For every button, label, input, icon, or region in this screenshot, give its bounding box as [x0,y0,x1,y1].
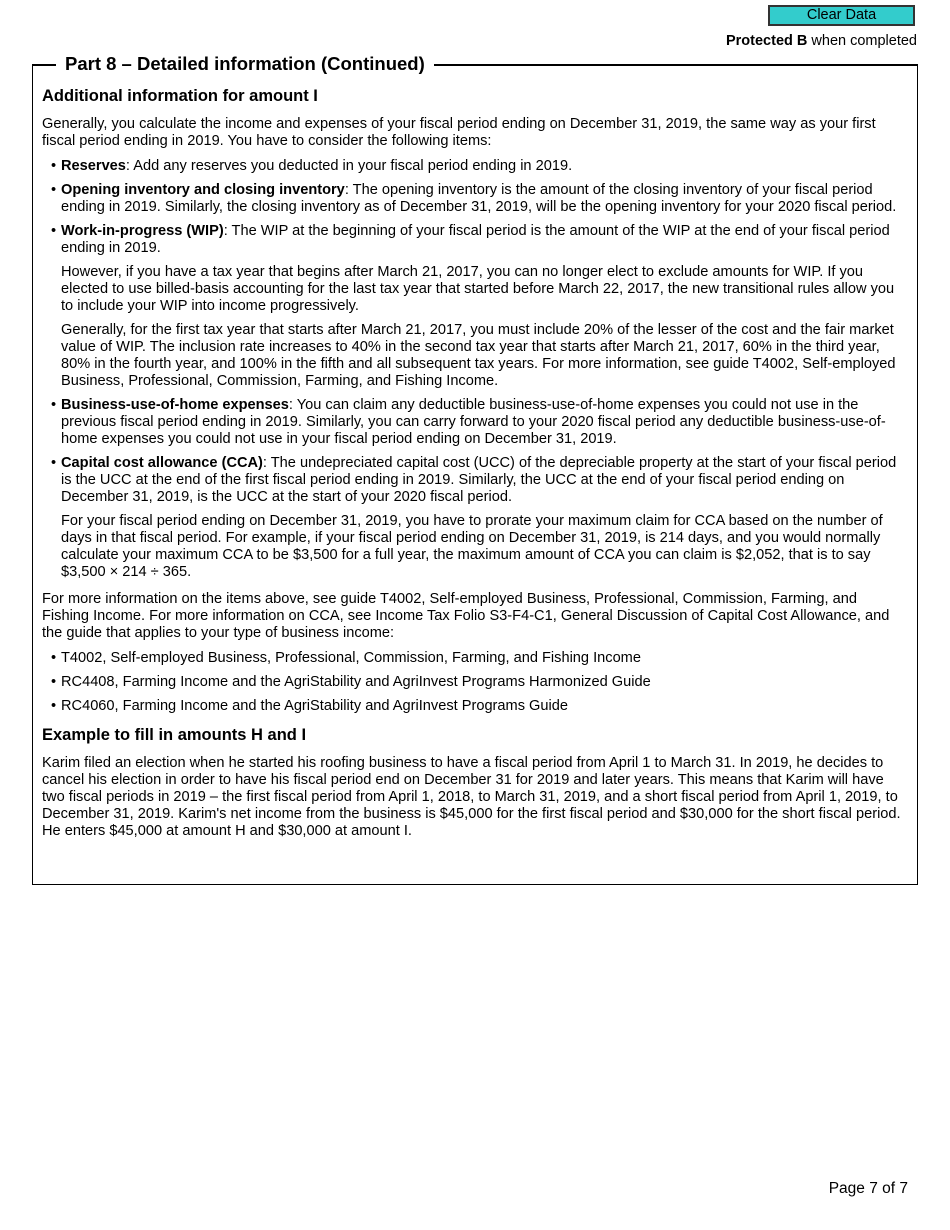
bullet-icon: • [51,674,57,690]
guide-text: RC4408, Farming Income and the AgriStability and AgriInvest Programs Harmonized Guide [61,674,651,690]
bullet-icon: • [51,650,57,666]
item-text: : You can claim any deductible business-use-of-home expenses you could not use in the previous fiscal period ending in 2019. Similarly, you can carry forward to your 2020 fiscal period any deductible business-use-of-home expenses you could not use in your fiscal period ending on December 31, 2019. [61,397,886,447]
bullet-icon: • [51,698,57,714]
clear-data-button[interactable]: Clear Data [768,5,915,26]
guide-text: RC4060, Farming Income and the AgriStability and AgriInvest Programs Guide [61,698,568,714]
item-text: : The WIP at the beginning of your fiscal period is the amount of the WIP at the end of your fiscal period ending in 2019. [61,223,890,256]
protected-b-notice [726,33,917,49]
item-text: : Add any reserves you deducted in your fiscal period ending in 2019. [125,158,573,174]
guide-item-rc4060 [42,698,908,715]
item-body [61,158,908,175]
bullet-icon: • [51,397,57,413]
intro-paragraph: Generally, you calculate the income and expenses of your fiscal period ending on December 31, 2019, the same way as your first fiscal period ending in 2019. You have to consider the following items: [42,116,876,149]
list-item-reserves [42,158,908,175]
section-heading-amount-i: Additional information for amount I [42,87,318,105]
item-term: Work-in-progress (WIP) [61,223,224,239]
bullet-icon: • [51,223,57,239]
item-text: : The opening inventory is the amount of the closing inventory of your fiscal period ending in 2019. Similarly, the closing inventory as of December 31, 2019, will be the opening inventory for your 2020 fiscal period. [61,182,897,215]
item-term: Opening inventory and closing inventory [61,182,345,198]
wip-paragraph-inclusion-rate: Generally, for the first tax year that starts after March 21, 2017, you must include 20% of the lesser of the cost and the fair market value of WIP. The inclusion rate increases to 40% in the second tax year that starts after March 21, 2017, 60% in the third year, 80% in the fourth year, and 100% in the fifth and all subsequent tax years. For more information, see guide T4002, Self-employed Business, Professional, Commission, Farming, and Fishing Income. [61,322,896,389]
list-item-inventory [42,182,908,216]
item-body [61,397,908,448]
item-body [61,182,908,216]
item-body [61,455,908,506]
more-info-paragraph: For more information on the items above, see guide T4002, Self-employed Business, Professional, Commission, Farming, and Fishing Income. For more information on CCA, see Income Tax Folio S3-F4-C1, General Discussion of Capital Cost Allowance, and the guide that applies to your type of business income: [42,591,890,641]
part-title: Part 8 – Detailed information (Continued) [56,53,434,75]
bullet-icon: • [51,158,57,174]
item-body [61,223,908,257]
wip-paragraph-transitional: However, if you have a tax year that begins after March 21, 2017, you can no longer elect to exclude amounts for WIP. If you elected to use billed-basis accounting for the last tax year that started before March 22, 2017, the new transitional rules allow you to include your WIP into income progressively. [61,264,895,314]
item-term: Capital cost allowance (CCA) [61,455,263,471]
item-term: Business-use-of-home expenses [61,397,289,413]
bullet-icon: • [51,455,57,471]
cca-paragraph-prorate: For your fiscal period ending on December 31, 2019, you have to prorate your maximum claim for CCA based on the number of days in that fiscal period. For example, if your fiscal period ending on December 31, 2019, is 214 days, and you would normally calculate your maximum CCA to be $3,500 for a full year, the maximum amount of CCA you can claim is $2,052, that is to say $3,500 × 214 ÷ 365. [61,513,883,580]
example-paragraph: Karim filed an election when he started his roofing business to have a fiscal period from April 1 to March 31. In 2019, he decides to cancel his election in order to have his fiscal period end on December 31 for 2019 and later years. This means that Karim will have two fiscal periods in 2019 – the first fiscal period from April 1, 2018, to March 31, 2019, and a short fiscal period from April 1, 2019, to December 31, 2019. Karim's net income from the business is $45,000 for the first fiscal period and $30,000 for the short fiscal period. He enters $45,000 at amount H and $30,000 at amount I. [42,755,901,839]
item-term: Reserves [61,158,126,174]
protected-b-label: Protected B [725,33,808,49]
list-item-cca [42,455,908,581]
protected-b-suffix: when completed [807,33,917,49]
page-number: Page 7 of 7 [828,1180,908,1197]
guide-item-rc4408 [42,674,908,691]
guide-text: T4002, Self-employed Business, Professional, Commission, Farming, and Fishing Income [61,650,641,666]
section-heading-example: Example to fill in amounts H and I [42,726,307,744]
list-item-business-use-of-home [42,397,908,448]
part-content [42,86,908,848]
bullet-icon: • [51,182,57,198]
guide-item-t4002 [42,650,908,667]
item-text: : The undepreciated capital cost (UCC) of the depreciable property at the start of your fiscal period is the UCC at the end of the first fiscal period ending in 2019. Similarly, the UCC at the end of your fiscal period ending on December 31, 2019, is the UCC at the start of your 2020 fiscal period. [61,455,897,505]
list-item-wip [42,223,908,390]
